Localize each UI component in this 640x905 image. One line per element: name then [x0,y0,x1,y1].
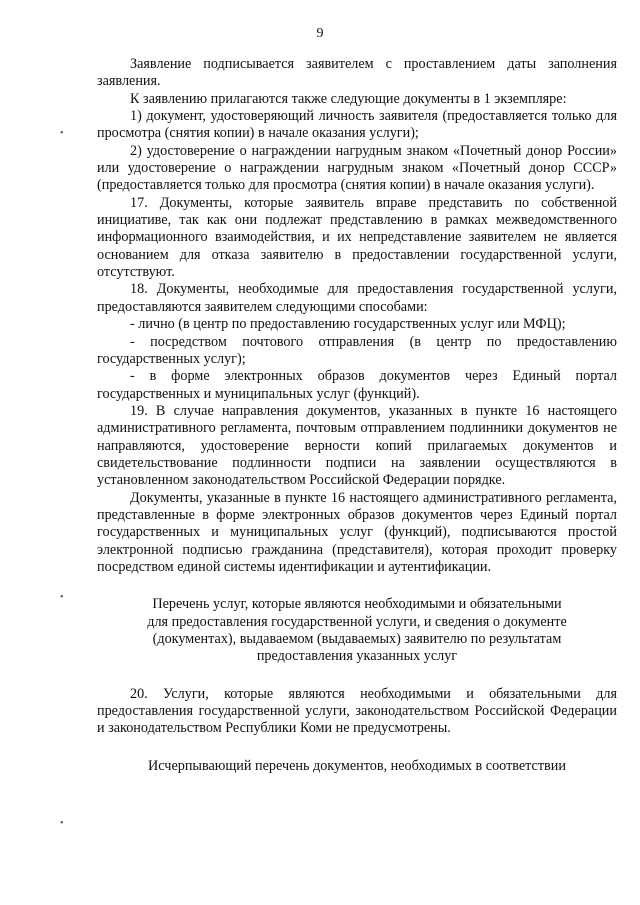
page-number: 9 [316,26,324,41]
document-body [97,56,617,775]
scan-mark: • [60,592,64,603]
section-heading-line: для предоставления государственной услуги, и сведения о документе [147,613,567,630]
scan-mark: • [60,818,64,829]
section-heading [97,596,617,665]
paragraph-19: 19. В случае направления документов, указанных в пункте 16 настоящего административного регламента, почтовым отправлением подлинники документов не направляются, удостоверение верности копий прилагаемых документов и свидетельствование подлинности подписи на заявлении осуществляются в установленном законодательством Российской Федерации порядке. [97,402,617,489]
scan-mark: • [60,128,64,139]
paragraph-attachments-intro: К заявлению прилагаются также следующие документы в 1 экземпляре: [130,90,567,107]
paragraph-20: 20. Услуги, которые являются необходимыми и обязательными для предоставления государственной услуги, законодательством Российской Федерации и законодательством Республики Коми не предусмотрены. [97,685,617,737]
list-item-by-mail: - посредством почтового отправления (в центр по предоставлению государственных услуг); [97,333,617,367]
section-heading-line: (документах), выдаваемом (выдаваемых) заявителю по результатам [152,631,562,647]
paragraph-18: 18. Документы, необходимые для предоставления государственной услуги, предоставляются заявителем следующими способами: [97,281,617,315]
paragraph-17: 17. Документы, которые заявитель вправе представить по собственной инициативе, так как они подлежат представлению в рамках межведомственного информационного взаимодействия, и их непредставление заявителем не является основанием для отказа заявителю в предоставлении государственной услуги, отсутствуют. [97,194,617,281]
list-item-in-person: - лично (в центр по предоставлению государственных услуг или МФЦ); [130,316,566,333]
list-item-donor-certificate: 2) удостоверение о награждении нагрудным знаком «Почетный донор России» или удостоверение о награждении нагрудным знаком «Почетный донор СССР» (предоставляется только для просмотра (снятия копии) в начале оказания услуги). [97,142,617,194]
paragraph-electronic-signature: Документы, указанные в пункте 16 настоящего административного регламента, представленные в форме электронных образов документов через Единый портал государственных и муниципальных услуг (функций), подписываются простой электронной подписью гражданина (представителя), которая проходит проверку посредством единой системы идентификации и аутентификации. [97,489,617,575]
paragraph-signature: Заявление подписывается заявителем с проставлением даты заполнения заявления. [97,56,617,90]
section-heading-line: предоставления указанных услуг [256,648,458,665]
list-item-electronic: - в форме электронных образов документов через Единый портал государственных и муниципальных услуг (функций). [97,368,617,402]
list-item-identity-document: 1) документ, удостоверяющий личность заявителя (предоставляется только для просмотра (снятия копии) в начале оказания услуги); [97,108,617,142]
final-heading: Исчерпывающий перечень документов, необходимых в соответствии [148,757,566,774]
section-heading-line: Перечень услуг, которые являются необходимыми и обязательными [152,596,562,613]
